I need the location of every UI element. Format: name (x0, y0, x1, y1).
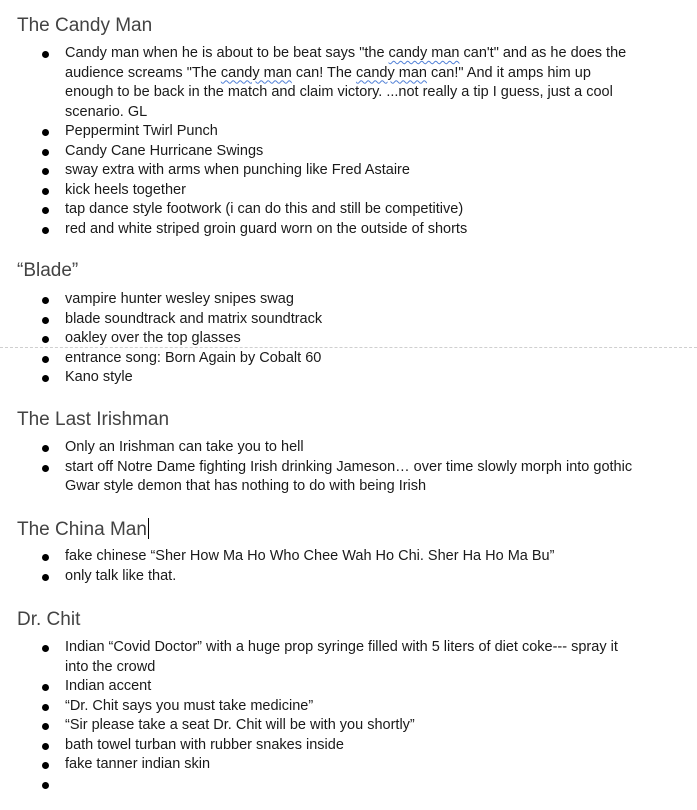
bullet-icon (42, 723, 49, 730)
bullet-icon (42, 129, 49, 136)
bullet-icon (42, 375, 49, 382)
list-item[interactable]: Candy Cane Hurricane Swings (0, 142, 640, 162)
list-item[interactable]: bath towel turban with rubber snakes inside (0, 736, 640, 756)
bullet-list-china-man (0, 547, 640, 586)
list-item[interactable]: red and white striped groin guard worn on the outside of shorts (0, 220, 640, 240)
bullet-list-dr-chit (0, 638, 640, 794)
bullet-icon (42, 743, 49, 750)
bullet-icon (42, 762, 49, 769)
list-item-empty[interactable] (0, 775, 640, 795)
list-item[interactable]: “Sir please take a seat Dr. Chit will be with you shortly” (0, 716, 640, 736)
heading-dr-chit[interactable]: Dr. Chit (17, 609, 81, 630)
bullet-icon (42, 227, 49, 234)
list-item[interactable]: blade soundtrack and matrix soundtrack (0, 310, 640, 330)
heading-candy-man[interactable]: The Candy Man (17, 15, 153, 36)
list-item[interactable]: fake chinese “Sher How Ma Ho Who Chee Wah Ho Chi. Sher Ha Ho Ma Bu” (0, 547, 640, 567)
list-item[interactable]: tap dance style footwork (i can do this and still be competitive) (0, 200, 640, 220)
list-item[interactable]: fake tanner indian skin (0, 755, 640, 775)
list-item[interactable]: oakley over the top glasses (0, 329, 640, 349)
bullet-icon (42, 336, 49, 343)
bullet-list-last-irishman (0, 438, 640, 497)
bullet-icon (42, 168, 49, 175)
bullet-icon (42, 554, 49, 561)
bullet-icon (42, 207, 49, 214)
list-item[interactable]: Indian “Covid Doctor” with a huge prop syringe filled with 5 liters of diet coke--- spray it into the crowd (0, 638, 640, 677)
bullet-icon (42, 188, 49, 195)
list-item[interactable]: Only an Irishman can take you to hell (0, 438, 640, 458)
bullet-icon (42, 297, 49, 304)
spellcheck-word[interactable]: candy man (220, 64, 292, 81)
bullet-list-candy-man (0, 44, 640, 239)
list-item[interactable]: Kano style (0, 368, 640, 388)
spellcheck-word[interactable]: candy man (356, 64, 427, 81)
bullet-icon (42, 317, 49, 324)
list-item[interactable]: vampire hunter wesley snipes swag (0, 290, 640, 310)
bullet-icon (42, 356, 49, 363)
list-item[interactable]: kick heels together (0, 181, 640, 201)
list-item[interactable]: only talk like that. (0, 567, 640, 587)
text-cursor (148, 518, 150, 539)
bullet-icon (42, 149, 49, 156)
bullet-icon (42, 782, 49, 789)
list-item[interactable]: start off Notre Dame fighting Irish drinking Jameson… over time slowly morph into gothic Gwar style demon that has nothing to do with being Irish (0, 458, 640, 497)
bullet-icon (42, 51, 49, 58)
bullet-icon (42, 645, 49, 652)
heading-last-irishman[interactable]: The Last Irishman (17, 409, 170, 430)
bullet-icon (42, 704, 49, 711)
list-item[interactable]: Candy man when he is about to be beat says "the candy man can't" and as he does the audience screams "The candy man can! The candy man can!" And it amps him up enough to be back in the match and claim victory. ...not really a tip I guess, just a cool scenario. GL (0, 44, 640, 122)
list-item[interactable]: “Dr. Chit says you must take medicine” (0, 697, 640, 717)
list-item[interactable]: entrance song: Born Again by Cobalt 60 (0, 349, 640, 369)
list-item[interactable]: Peppermint Twirl Punch (0, 122, 640, 142)
bullet-icon (42, 574, 49, 581)
list-item[interactable]: sway extra with arms when punching like Fred Astaire (0, 161, 640, 181)
heading-china-man[interactable]: The China Man (17, 518, 149, 541)
bullet-icon (42, 445, 49, 452)
list-item[interactable]: Indian accent (0, 677, 640, 697)
spellcheck-word[interactable]: candy man (388, 45, 460, 61)
heading-blade[interactable]: “Blade” (17, 260, 79, 281)
bullet-icon (42, 465, 49, 472)
bullet-icon (42, 684, 49, 691)
bullet-list-blade (0, 290, 640, 388)
